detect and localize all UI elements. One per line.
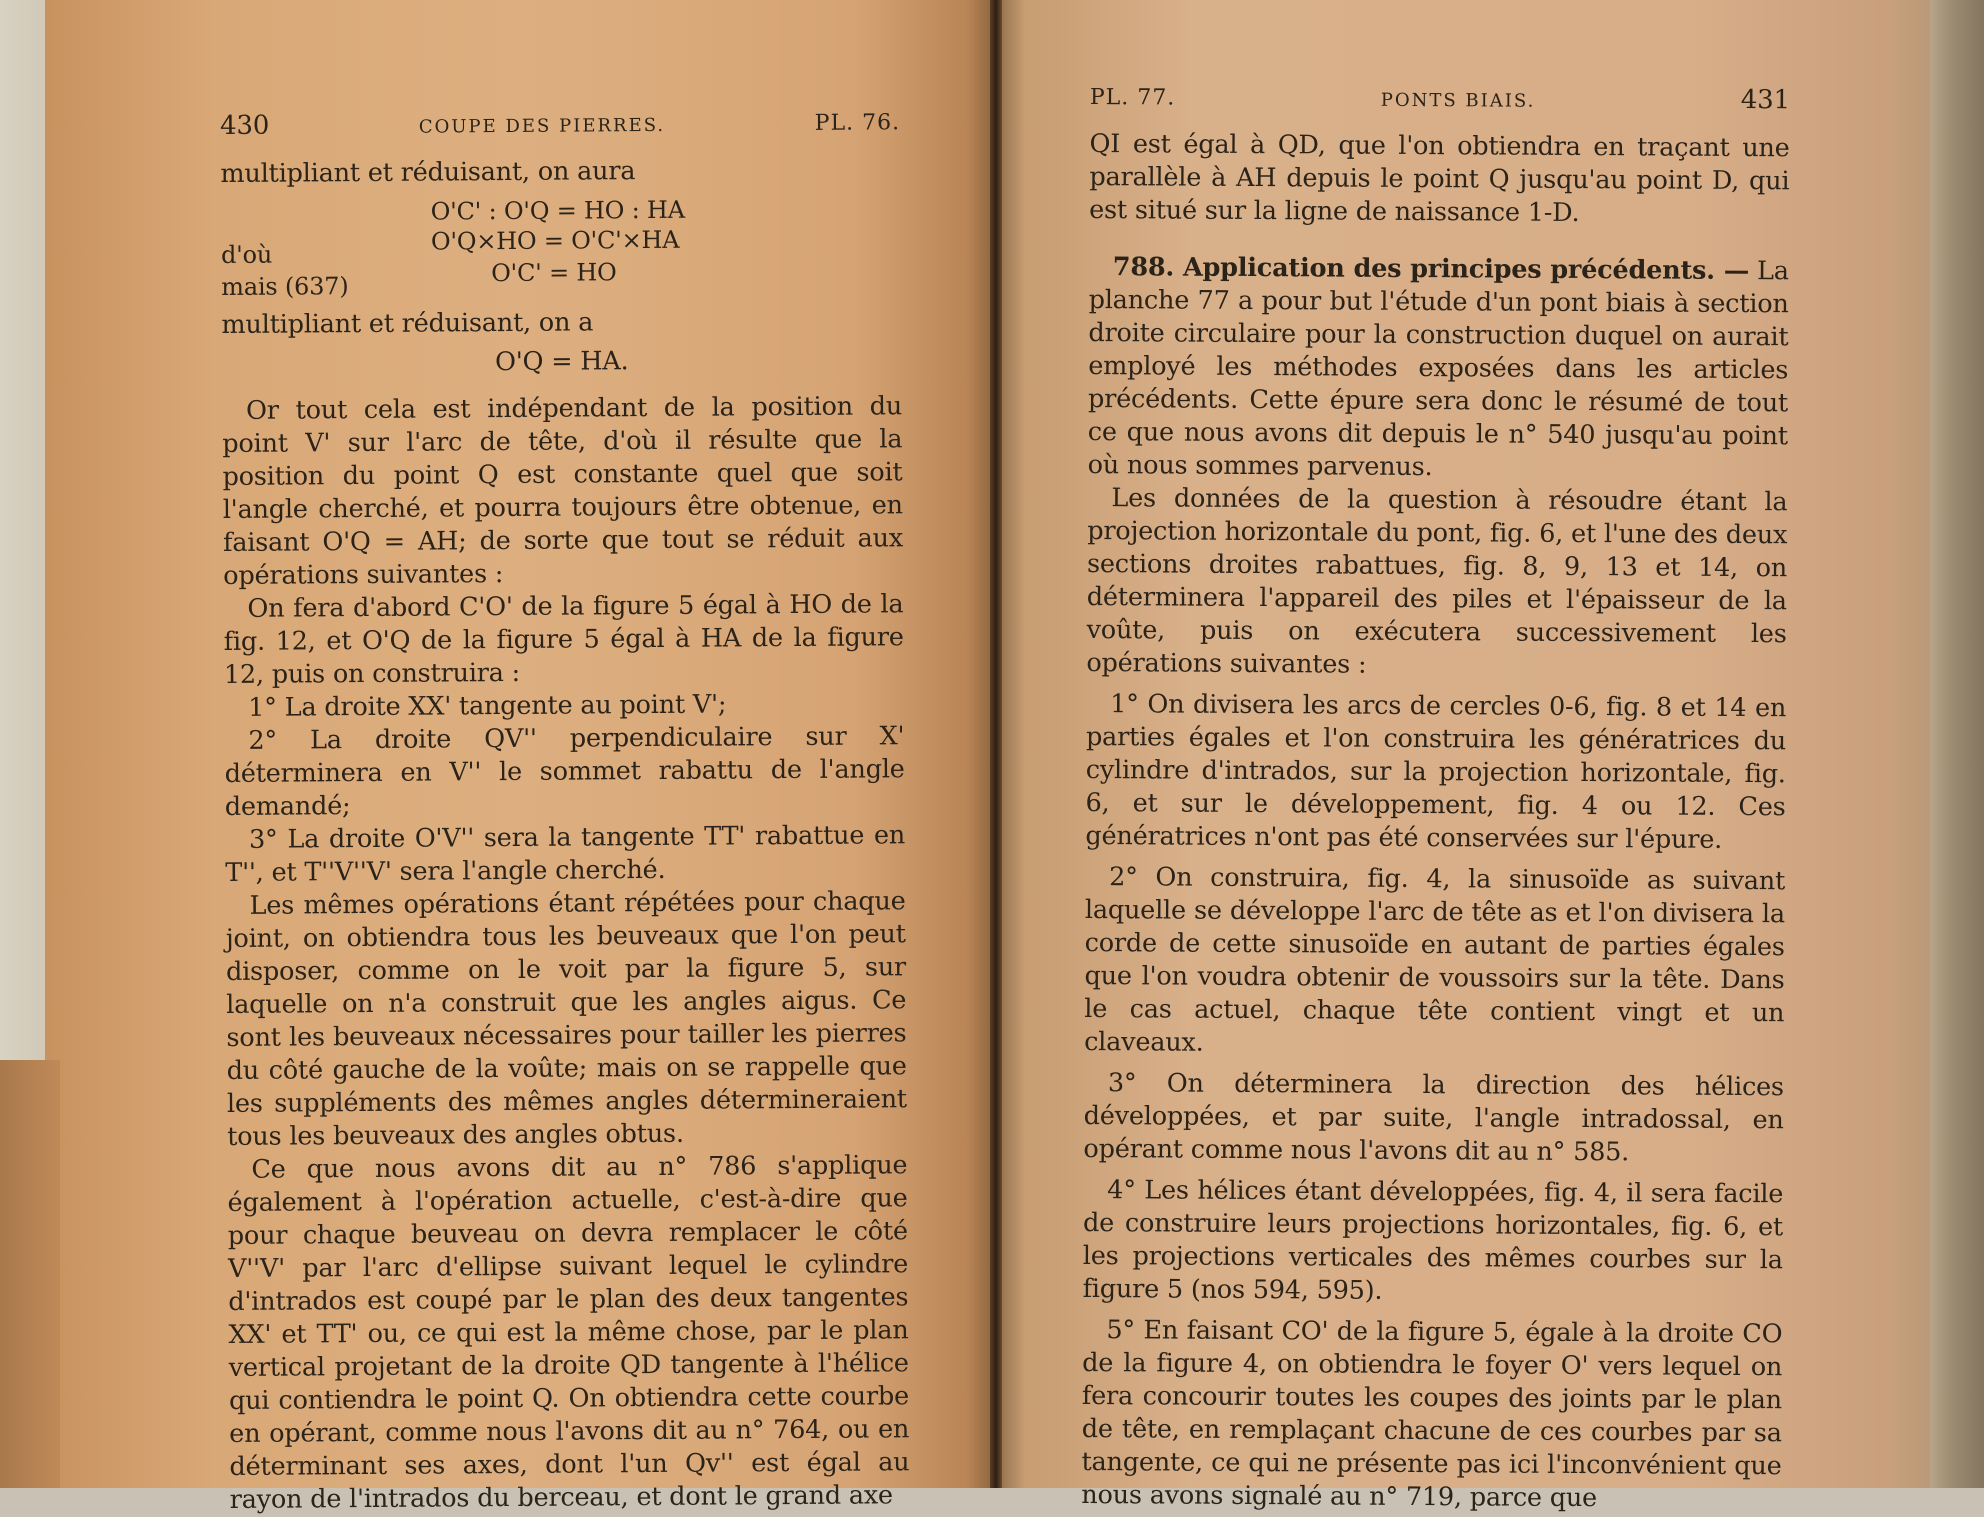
plate-reference: PL. 77. [1089, 84, 1176, 111]
label-dou: d'où [220, 240, 273, 269]
page-number: 431 [1740, 84, 1790, 116]
right-page-text [1081, 80, 1790, 1516]
paragraph: QI est égal à QD, que l'on obtiendra en traçant une parallèle à AH depuis le point Q jusqu'au point D, qui est situé sur la ligne de naissance 1-D. [1089, 128, 1790, 228]
list-item: 2° La droite QV'' perpendiculaire sur X' déterminera en V'' le sommet rabattu de l'angle demandé; [224, 721, 905, 822]
mid-line: multipliant et réduisant, on a [221, 307, 594, 340]
intro-line: multipliant et réduisant, on aura [220, 156, 636, 189]
equation-3: O'C' = HO [491, 258, 617, 288]
paragraph: Les données de la question à résoudre étant la projection horizontale du pont, fig. 6, et l'une des deux sections droites rabattues, fig. 8, 9, 13 et 14, on déterminera l'appareil des piles et l'épaisseur de la voûte, puis on exécutera successivement les opérations suivantes : [1086, 483, 1788, 680]
running-title: COUPE DES PIERRES. [418, 114, 666, 138]
label-mais: mais (637) [221, 272, 349, 301]
equation-1: O'C' : O'Q = HO : HA [430, 195, 685, 226]
list-item: 3° La droite O'V'' sera la tangente TT' rabattue en T'', et T''V''V' sera l'angle cherché. [225, 820, 906, 888]
list-item: 2° On construira, fig. 4, la sinusoïde as suivant laquelle se développe l'arc de tête as et l'on divisera la corde de cette sinusoïde en autant de parties égales que l'on voudra obtenir de voussoirs sur la tête. Dans le cas actuel, chaque tête contient vingt et un claveaux. [1084, 862, 1786, 1058]
left-page-text [220, 105, 910, 1517]
paragraph: Or tout cela est indépendant de la position du point V' sur l'arc de tête, d'où il résulte que la position du point Q est constante quel que soit l'angle cherché, et pourra toujours être obtenue, en faisant O'Q = AH; de sorte que tout se réduit aux opérations suivantes : [222, 391, 904, 591]
right-page-header [1090, 80, 1790, 132]
section-heading: 788. Application des principes précédents. — [1112, 252, 1750, 287]
list-item: 3° On déterminera la direction des hélices développées, et par suite, l'angle intradossal, en opérant comme nous l'avons dit au n° 585. [1083, 1068, 1784, 1168]
left-page-header [220, 105, 900, 158]
equation-result: O'Q = HA. [494, 346, 629, 378]
plate-reference: PL. 76. [814, 110, 901, 136]
section-body: La planche 77 a pour but l'étude d'un pont biais à section droite circulaire pour la construction duquel on aurait employé les méthodes exposées dans les articles précédents. Cette épure sera donc le résumé de tout ce que nous avons dit depuis le n° 540 jusqu'au point où nous sommes parvenus. [1087, 256, 1789, 483]
page-number: 430 [220, 110, 270, 141]
paragraph: On fera d'abord C'O' de la figure 5 égal à HO de la fig. 12, et O'Q de la figure 5 égal à HA de la figure 12, puis on construira : [223, 589, 904, 690]
equation-2: O'Q×HO = O'C'×HA [430, 225, 680, 256]
list-item: 1° La droite XX' tangente au point V'; [248, 689, 727, 723]
list-item: 4° Les hélices étant développées, fig. 4, il sera facile de construire leurs projections horizontales, fig. 6, et les projections verticales des mêmes courbes sur la figure 5 (nos 594, 595). [1082, 1175, 1784, 1306]
torn-page-edge [0, 1060, 60, 1488]
page-stack-edge [1930, 0, 1984, 1488]
book-spine [990, 0, 1002, 1488]
paragraph: Les mêmes opérations étant répétées pour chaque joint, on obtiendra tous les beuveaux que l'on peut disposer, comme on le voit par la figure 5, sur laquelle on n'a construit que les angles aigus. Ce sont les beuveaux nécessaires pour tailler les pierres du côté gauche de la voûte; mais on se rappelle que les suppléments des mêmes angles détermineraient tous les beuveaux des angles obtus. [225, 886, 908, 1152]
list-item: 5° En faisant CO' de la figure 5, égale à la droite CO de la figure 4, on obtiendra le foyer O' vers lequel on fera concourir toutes les coupes des joints par le plan de tête, en remplaçant chacune de ces courbes par sa tangente, ce qui ne présente pas ici l'inconvénient que nous avons signalé au n° 719, parce que [1081, 1315, 1783, 1514]
list-item: 1° On divisera les arcs de cercles 0-6, fig. 8 et 14 en parties égales et l'on construira les génératrices du cylindre d'intrados, sur la projection horizontale, fig. 6, et sur le développement, fig. 4 ou 12. Ces génératrices n'ont pas été conservées sur l'épure. [1085, 689, 1787, 855]
section-paragraph [1088, 251, 1789, 486]
running-title: PONTS BIAIS. [1380, 89, 1536, 112]
paragraph: Ce que nous avons dit au n° 786 s'applique également à l'opération actuelle, c'est-à-dire que pour chaque beuveau on devra remplacer le côté V''V' par l'arc d'ellipse suivant lequel le cylindre d'intrados est coupé par le plan des deux tangentes XX' et TT' ou, ce qui est la même chose, par le plan vertical projetant de la droite QD tangente à l'hélice qui contiendra le point Q. On obtiendra cette courbe en opérant, comme nous l'avons dit au n° 764, ou en déterminant ses axes, dont l'un Qv'' est égal au rayon de l'intrados du berceau, et dont le grand axe [227, 1150, 910, 1515]
equation-block [221, 186, 902, 309]
